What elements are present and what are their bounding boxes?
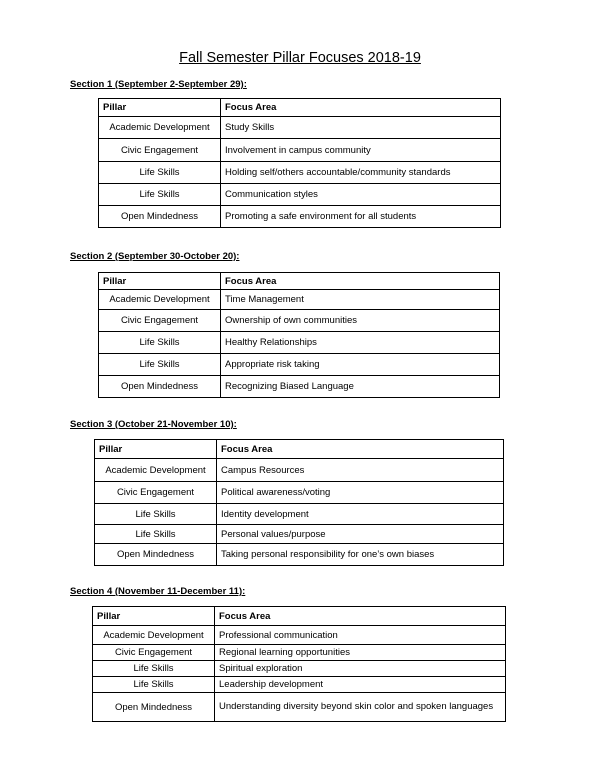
focus-cell: Communication styles [221, 184, 501, 206]
pillar-cell: Open Mindedness [93, 693, 215, 722]
pillar-cell: Civic Engagement [95, 482, 217, 504]
table-row [95, 525, 504, 544]
section-3-table [94, 439, 504, 566]
table-row [93, 661, 506, 677]
page-title: Fall Semester Pillar Focuses 2018-19 [179, 50, 421, 66]
focus-cell: Campus Resources [217, 459, 504, 482]
focus-cell: Healthy Relationships [221, 332, 500, 354]
focus-cell: Personal values/purpose [217, 525, 504, 544]
section-1-table [98, 98, 501, 228]
table-row [99, 376, 500, 398]
pillar-header: Pillar [93, 607, 215, 626]
focus-header: Focus Area [215, 607, 506, 626]
table-row [93, 677, 506, 693]
focus-header: Focus Area [217, 440, 504, 459]
table-row [99, 184, 501, 206]
pillar-cell: Academic Development [99, 117, 221, 139]
focus-cell: Political awareness/voting [217, 482, 504, 504]
table-row [95, 544, 504, 566]
table-row [93, 645, 506, 661]
table-row [93, 626, 506, 645]
focus-cell: Spiritual exploration [215, 661, 506, 677]
pillar-cell: Life Skills [93, 661, 215, 677]
focus-cell: Ownership of own communities [221, 310, 500, 332]
focus-cell: Appropriate risk taking [221, 354, 500, 376]
focus-header: Focus Area [221, 99, 501, 117]
pillar-cell: Life Skills [99, 162, 221, 184]
table-header-row [99, 273, 500, 290]
table-row [99, 290, 500, 310]
section-2-table [98, 272, 500, 398]
table-row [99, 354, 500, 376]
table-row [95, 482, 504, 504]
focus-header: Focus Area [221, 273, 500, 290]
pillar-header: Pillar [99, 273, 221, 290]
table-row [99, 162, 501, 184]
table-row [95, 459, 504, 482]
focus-cell: Leadership development [215, 677, 506, 693]
section-3-heading: Section 3 (October 21-November 10): [70, 419, 237, 430]
table-row [99, 332, 500, 354]
table-row [99, 310, 500, 332]
pillar-cell: Academic Development [93, 626, 215, 645]
focus-cell: Study Skills [221, 117, 501, 139]
pillar-cell: Life Skills [95, 504, 217, 525]
focus-cell: Professional communication [215, 626, 506, 645]
pillar-cell: Life Skills [95, 525, 217, 544]
focus-cell: Promoting a safe environment for all students [221, 206, 501, 228]
focus-cell: Identity development [217, 504, 504, 525]
section-4-heading: Section 4 (November 11-December 11): [70, 586, 246, 597]
pillar-cell: Life Skills [99, 354, 221, 376]
section-2-heading: Section 2 (September 30-October 20): [70, 251, 240, 262]
pillar-cell: Open Mindedness [95, 544, 217, 566]
focus-cell: Recognizing Biased Language [221, 376, 500, 398]
focus-cell: Regional learning opportunities [215, 645, 506, 661]
pillar-cell: Civic Engagement [99, 310, 221, 332]
pillar-cell: Civic Engagement [99, 139, 221, 162]
pillar-cell: Life Skills [99, 332, 221, 354]
focus-cell: Taking personal responsibility for one’s own biases [217, 544, 504, 566]
table-header-row [99, 99, 501, 117]
focus-cell: Time Management [221, 290, 500, 310]
pillar-cell: Academic Development [95, 459, 217, 482]
section-1-heading: Section 1 (September 2-September 29): [70, 79, 247, 90]
focus-cell: Understanding diversity beyond skin color and spoken languages [215, 693, 506, 722]
pillar-header: Pillar [99, 99, 221, 117]
focus-cell: Holding self/others accountable/community standards [221, 162, 501, 184]
pillar-cell: Life Skills [93, 677, 215, 693]
pillar-cell: Academic Development [99, 290, 221, 310]
section-4-table [92, 606, 506, 722]
pillar-cell: Civic Engagement [93, 645, 215, 661]
table-row [99, 139, 501, 162]
table-row [99, 206, 501, 228]
focus-cell: Involvement in campus community [221, 139, 501, 162]
table-row [93, 693, 506, 722]
pillar-cell: Open Mindedness [99, 376, 221, 398]
table-row [99, 117, 501, 139]
table-row [95, 504, 504, 525]
table-header-row [95, 440, 504, 459]
table-header-row [93, 607, 506, 626]
pillar-cell: Open Mindedness [99, 206, 221, 228]
pillar-cell: Life Skills [99, 184, 221, 206]
pillar-header: Pillar [95, 440, 217, 459]
